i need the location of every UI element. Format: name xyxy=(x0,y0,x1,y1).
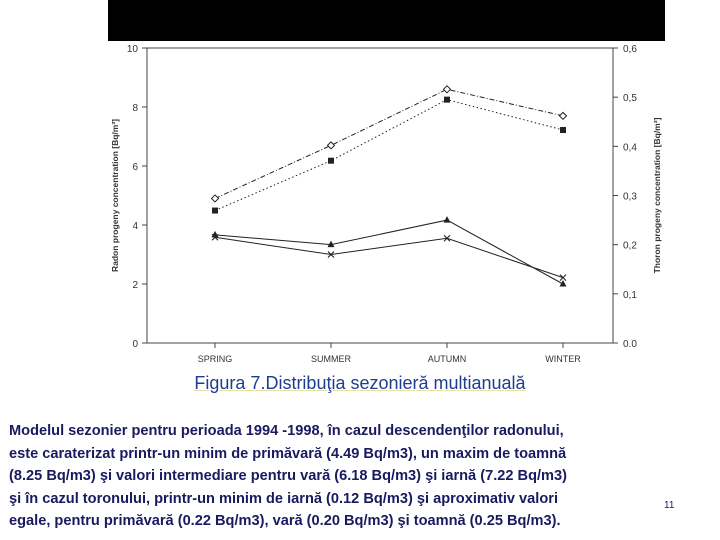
header-black-bar xyxy=(108,0,665,41)
x-tick-label: WINTER xyxy=(545,354,581,364)
series-4-point xyxy=(560,275,566,281)
paragraph-line: şi în cazul toronului, printr-un minim de iarnă (0.12 Bq/m3) şi aproximativ valori xyxy=(9,490,558,507)
paragraph-line: (8.25 Bq/m3) şi valori intermediare pentru vară (6.18 Bq/m3) şi iarnă (7.22 Bq/m3) xyxy=(9,468,568,485)
right-tick-label: 0,6 xyxy=(623,44,637,55)
right-axis-title: Thoron progeny concentration [Bq/m³] xyxy=(652,117,662,274)
right-tick-label: 0,5 xyxy=(623,93,637,105)
series-2-line xyxy=(215,89,563,198)
seasonal-distribution-chart xyxy=(105,40,665,370)
series-2-point xyxy=(212,195,219,202)
page-number: 11 xyxy=(664,500,675,511)
paragraph-line: este caraterizat printr-un minim de primăvară (4.49 Bq/m3), un maxim de toamnă xyxy=(9,445,567,462)
series-1-point xyxy=(328,158,334,164)
left-tick-label: 10 xyxy=(126,44,138,55)
paragraph-line: Modelul sezonier pentru perioada 1994 -1998, în cazul descendenţilor radonului, xyxy=(9,423,564,439)
left-axis-title: Radon progeny concentration [Bq/m³] xyxy=(110,119,120,272)
left-tick-label: 2 xyxy=(132,280,138,291)
series-3-point xyxy=(560,280,567,287)
series-3-line xyxy=(215,220,563,284)
right-tick-label: 0,2 xyxy=(623,240,637,252)
left-tick-label: 8 xyxy=(132,103,138,114)
series-2-point xyxy=(560,112,567,119)
paragraph-line: egale, pentru primăvară (0.22 Bq/m3), vară (0.20 Bq/m3) şi toamnă (0.25 Bq/m3). xyxy=(9,513,561,530)
series-1-point xyxy=(212,208,218,214)
right-tick-label: 0.0 xyxy=(623,339,637,350)
left-tick-label: 4 xyxy=(132,221,138,232)
series-3-point xyxy=(444,216,451,223)
right-tick-label: 0,3 xyxy=(623,191,637,203)
right-tick-label: 0,1 xyxy=(623,289,637,301)
x-tick-label: SUMMER xyxy=(311,354,351,364)
series-1-line xyxy=(215,100,563,211)
figure-caption: Figura 7.Distribuţia sezonieră multianuală xyxy=(194,373,526,393)
description-paragraph xyxy=(9,420,709,533)
series-4-line xyxy=(215,237,563,277)
right-tick-label: 0,4 xyxy=(623,142,637,154)
series-1-point xyxy=(560,127,566,133)
series-2-point xyxy=(328,142,335,149)
x-tick-label: AUTUMN xyxy=(427,354,467,364)
left-tick-label: 6 xyxy=(132,162,138,173)
x-tick-label: SPRING xyxy=(197,354,233,364)
series-1-point xyxy=(444,97,450,103)
plot-frame xyxy=(147,48,613,343)
series-2-point xyxy=(444,86,451,93)
left-tick-label: 0 xyxy=(132,339,138,350)
